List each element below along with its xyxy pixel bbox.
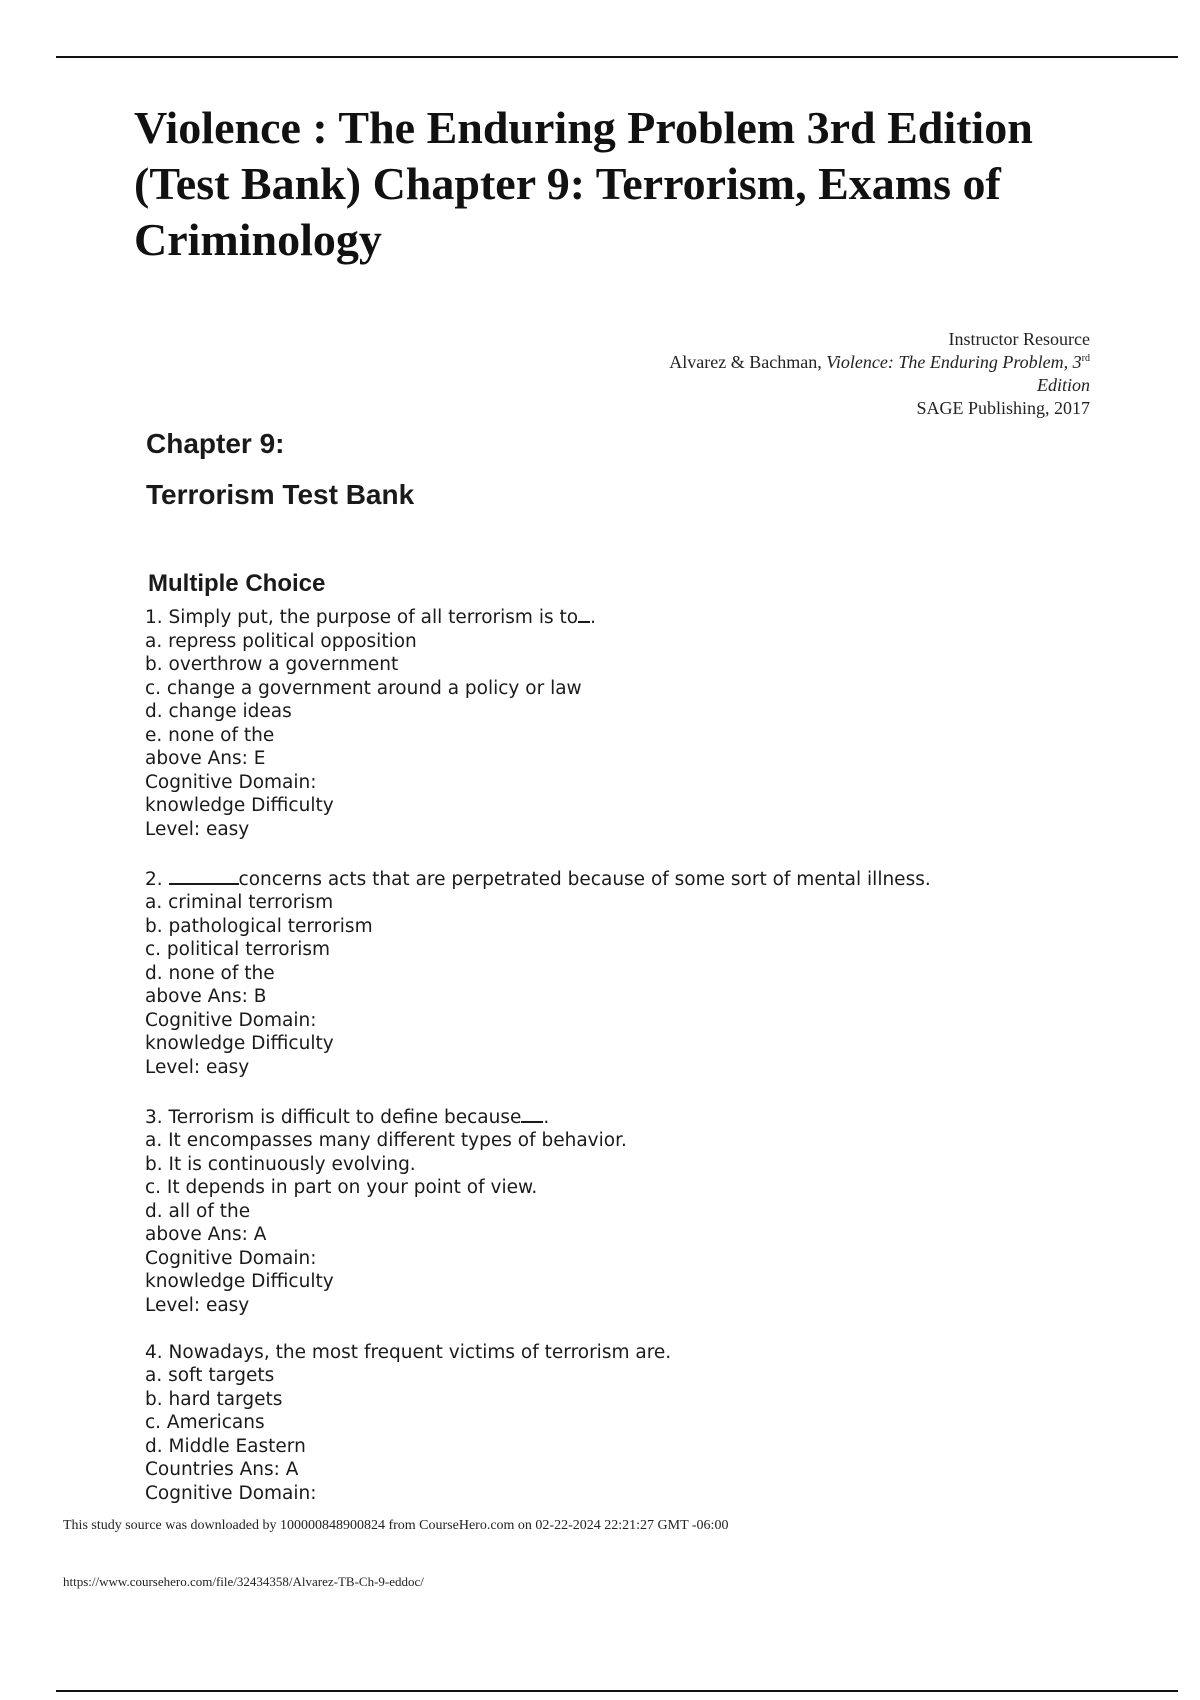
question-line: Cognitive Domain: xyxy=(145,1009,317,1031)
question-stem-end: . xyxy=(590,607,596,628)
question-line: d. all of the xyxy=(145,1200,251,1222)
question-line: knowledge Difficulty xyxy=(145,795,334,816)
question-stem xyxy=(145,603,1045,630)
section-heading: Multiple Choice xyxy=(148,570,326,597)
edition-word: Edition xyxy=(1037,375,1090,395)
question-line: Cognitive Domain: xyxy=(145,771,317,793)
answer-blank xyxy=(521,1103,543,1123)
download-note: This study source was downloaded by 100000848900824 from CourseHero.com on 02-22-2024 22:21:27 GMT -06:00 xyxy=(63,1518,729,1533)
question-line: d. none of the xyxy=(145,962,275,984)
book-citation xyxy=(570,351,1090,374)
question-stem: 4. Nowadays, the most frequent victims of terrorism are. xyxy=(145,1341,672,1363)
question-line: c. change a government around a policy or law xyxy=(145,677,582,699)
question-line: Level: easy xyxy=(145,1056,250,1078)
instructor-resource-header xyxy=(570,328,1090,420)
question-stem-end: concerns acts that are perpetrated because of some sort of mental illness. xyxy=(238,868,931,890)
source-url[interactable]: https://www.coursehero.com/file/32434358/Alvarez-TB-Ch-9-eddoc/ xyxy=(63,1574,424,1589)
question-1 xyxy=(145,603,1045,841)
book-title: Violence: The Enduring Problem, 3 xyxy=(826,352,1082,372)
question-line: a. criminal terrorism xyxy=(145,892,334,913)
book-authors: Alvarez & Bachman, xyxy=(669,352,822,372)
question-stem-text: 3. Terrorism is difficult to define because xyxy=(145,1106,522,1128)
document-title: Violence : The Enduring Problem 3rd Edition (Test Bank) Chapter 9: Terrorism, Exams of Criminology xyxy=(134,102,1033,265)
question-stem-end: . xyxy=(543,1106,550,1128)
instructor-resource-label: Instructor Resource xyxy=(948,329,1090,349)
bottom-rule xyxy=(56,1690,1178,1692)
question-line: Cognitive Domain: xyxy=(145,1482,317,1504)
question-line: above Ans: B xyxy=(145,986,267,1007)
question-line: Countries Ans: A xyxy=(145,1459,299,1480)
question-line: b. pathological terrorism xyxy=(145,915,373,937)
question-line: e. none of the xyxy=(145,724,275,746)
question-line: Cognitive Domain: xyxy=(145,1247,317,1269)
question-3 xyxy=(145,1103,1045,1318)
publisher-line: SAGE Publishing, 2017 xyxy=(916,398,1090,418)
question-stem xyxy=(145,1103,1045,1130)
answer-blank xyxy=(578,603,590,623)
question-line: d. Middle Eastern xyxy=(145,1435,306,1457)
question-line: d. change ideas xyxy=(145,701,292,722)
question-line: b. overthrow a government xyxy=(145,654,399,675)
question-stem-text: 2. xyxy=(145,868,163,890)
question-line: c. political terrorism xyxy=(145,939,331,960)
question-line: knowledge Difficulty xyxy=(145,1271,334,1292)
question-line: c. Americans xyxy=(145,1412,265,1433)
chapter-label: Chapter 9: xyxy=(146,428,285,459)
question-line: b. It is continuously evolving. xyxy=(145,1153,416,1175)
question-line: knowledge Difficulty xyxy=(145,1033,334,1054)
question-line: above Ans: E xyxy=(145,748,266,769)
question-4 xyxy=(145,1341,1045,1506)
question-stem xyxy=(145,865,1045,892)
question-line: a. repress political opposition xyxy=(145,630,417,652)
question-line: a. It encompasses many different types of behavior. xyxy=(145,1130,627,1151)
question-line: above Ans: A xyxy=(145,1224,267,1245)
question-line: b. hard targets xyxy=(145,1388,283,1410)
question-list xyxy=(145,603,1045,1529)
question-line: Level: easy xyxy=(145,818,250,840)
question-line: Level: easy xyxy=(145,1294,250,1316)
chapter-subtitle: Terrorism Test Bank xyxy=(146,479,415,510)
question-line: c. It depends in part on your point of view. xyxy=(145,1177,538,1198)
question-2 xyxy=(145,865,1045,1080)
edition-superscript: rd xyxy=(1081,353,1090,364)
top-rule xyxy=(56,56,1178,58)
answer-blank xyxy=(169,865,239,885)
question-stem-text: 1. Simply put, the purpose of all terrorism is to xyxy=(145,607,579,628)
question-line: a. soft targets xyxy=(145,1365,275,1386)
